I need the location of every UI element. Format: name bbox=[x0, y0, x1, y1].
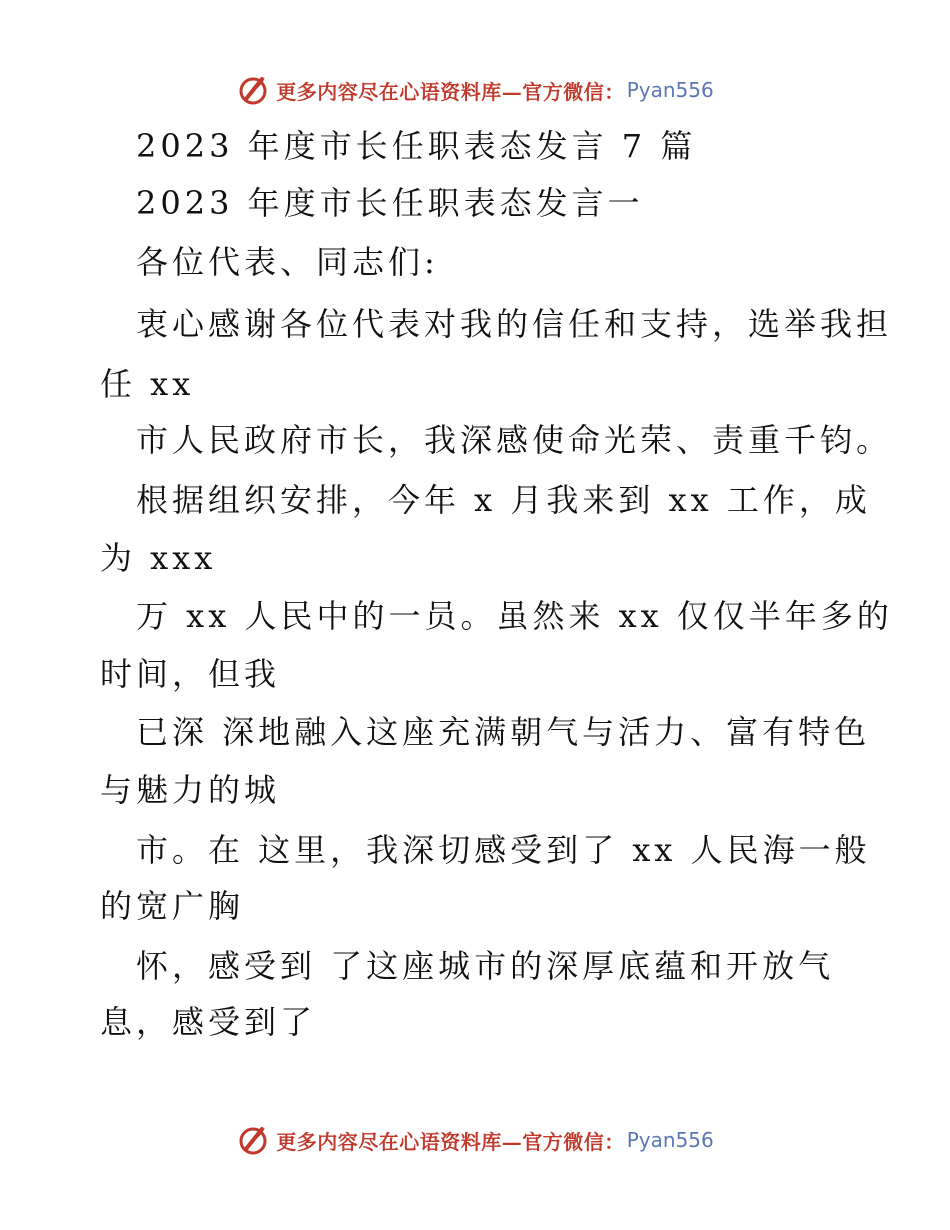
document-subtitle: 2023 年度市长任职表态发言一 bbox=[136, 184, 644, 222]
quill-seal-icon bbox=[236, 1123, 270, 1157]
footer-watermark bbox=[0, 1120, 950, 1160]
paragraph-line: 息，感受到了 bbox=[100, 1003, 317, 1041]
document-title: 2023 年度市长任职表态发言 7 篇 bbox=[136, 127, 697, 165]
watermark-handle: Pyan556 bbox=[626, 1128, 714, 1152]
paragraph-line: 衷心感谢各位代表对我的信任和支持，选举我担 bbox=[136, 305, 893, 343]
header-watermark bbox=[0, 70, 950, 110]
watermark-handle: Pyan556 bbox=[626, 78, 714, 102]
watermark-text: 更多内容尽在心语资料库—官方微信： bbox=[276, 1129, 625, 1154]
paragraph-line: 为 xxx bbox=[100, 539, 217, 577]
quill-seal-icon bbox=[236, 73, 270, 107]
paragraph-line: 根据组织安排，今年 x 月我来到 xx 工作，成 bbox=[136, 481, 871, 519]
paragraph-line: 万 xx 人民中的一员。虽然来 xx 仅仅半年多的 bbox=[136, 597, 893, 635]
paragraph-line: 与魅力的城 bbox=[100, 771, 281, 809]
paragraph-line: 各位代表、同志们: bbox=[136, 243, 439, 281]
paragraph-line: 怀，感受到 了这座城市的深厚底蕴和开放气 bbox=[136, 947, 835, 985]
paragraph-line: 已深 深地融入这座充满朝气与活力、富有特色 bbox=[136, 713, 871, 751]
paragraph-line: 市。在 这里，我深切感受到了 xx 人民海一般 bbox=[136, 831, 871, 869]
paragraph-line: 市人民政府市长，我深感使命光荣、责重千钧。 bbox=[136, 421, 893, 459]
paragraph-line: 时间，但我 bbox=[100, 655, 281, 693]
paragraph-line: 任 xx bbox=[100, 365, 195, 403]
paragraph-line: 的宽广胸 bbox=[100, 887, 245, 925]
watermark-text: 更多内容尽在心语资料库—官方微信： bbox=[276, 79, 625, 104]
